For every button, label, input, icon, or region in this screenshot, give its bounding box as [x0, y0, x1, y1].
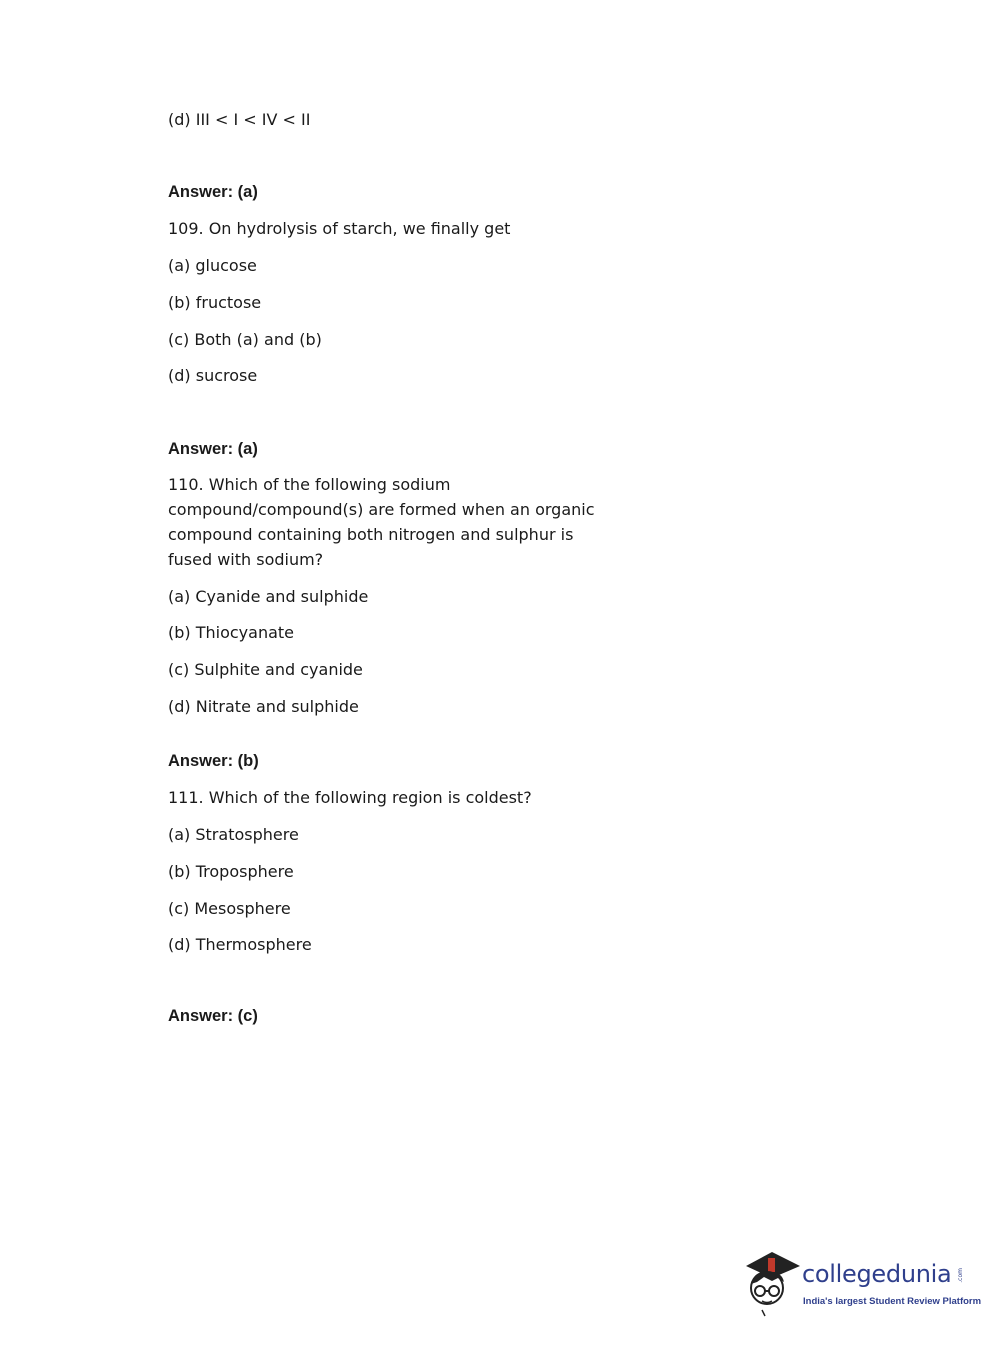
answer-label: Answer: (a): [168, 183, 258, 201]
q110-option-a: (a) Cyanide and sulphide: [168, 587, 369, 606]
q110-option-b: (b) Thiocyanate: [168, 623, 295, 642]
question-109: 109. On hydrolysis of starch, we finally get: [168, 219, 511, 238]
brand-name: collegedunia: [802, 1260, 952, 1288]
q109-option-d: (d) sucrose: [168, 366, 258, 385]
q111-answer: Answer: (c): [168, 1007, 258, 1025]
brand-suffix: .com: [957, 1268, 964, 1283]
q110-answer: Answer: (b): [168, 752, 259, 770]
q111-option-a: (a) Stratosphere: [168, 825, 299, 844]
q109-option-c: (c) Both (a) and (b): [168, 330, 322, 349]
q111-option-c: (c) Mesosphere: [168, 899, 291, 918]
option-d: (d) III < I < IV < II: [168, 110, 311, 129]
question-110: 110. Which of the following sodium compound/compound(s) are formed when an organic compound containing both nitrogen and sulphur is fused with sodium?: [168, 475, 595, 569]
brand-tagline: India's largest Student Review Platform: [803, 1296, 982, 1307]
q109-option-b: (b) fructose: [168, 293, 262, 312]
q109-answer: Answer: (a): [168, 440, 258, 458]
q111-option-b: (b) Troposphere: [168, 862, 294, 881]
q111-option-d: (d) Thermosphere: [168, 935, 312, 954]
q109-option-a: (a) glucose: [168, 256, 257, 275]
q110-option-c: (c) Sulphite and cyanide: [168, 660, 363, 679]
q110-option-d: (d) Nitrate and sulphide: [168, 697, 359, 716]
question-111: 111. Which of the following region is coldest?: [168, 788, 532, 807]
